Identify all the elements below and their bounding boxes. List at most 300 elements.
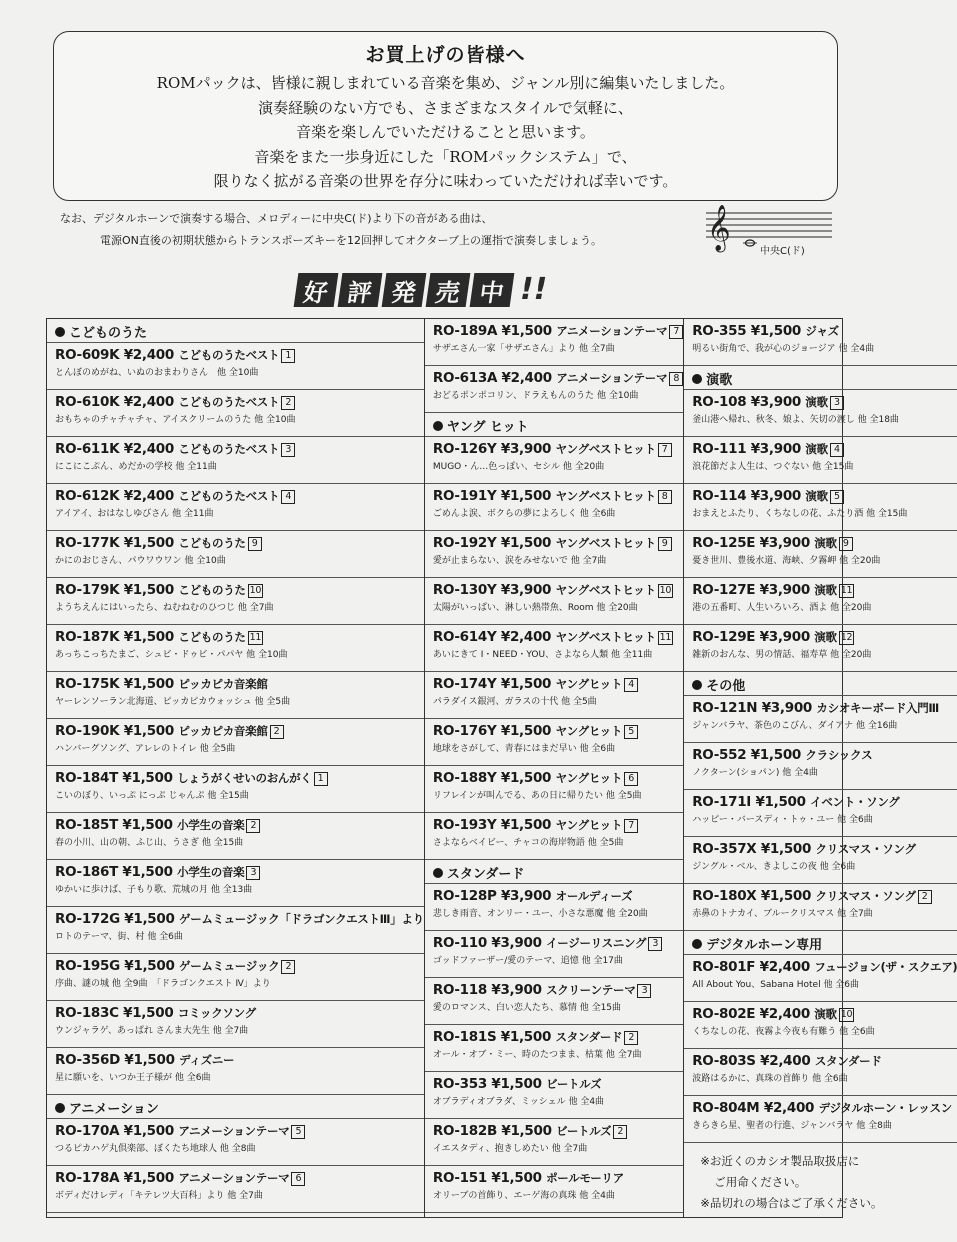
- category-label: スタンダード: [446, 867, 525, 882]
- category-label: アニメーション: [69, 1102, 159, 1117]
- item-title: [55, 1122, 424, 1141]
- volume-badge: 5: [624, 725, 638, 739]
- item-code: RO-129E: [692, 629, 756, 645]
- catalog-item: [425, 531, 683, 578]
- item-title: [692, 1005, 957, 1024]
- item-code: RO-151: [432, 1170, 487, 1186]
- item-title: [55, 346, 424, 365]
- item-name: イージーリスニング: [546, 936, 647, 950]
- item-title: [692, 628, 957, 647]
- item-songs: さよならベイビー、チャコの海岸物語 他 全5曲: [432, 838, 624, 848]
- item-code: RO-130Y: [432, 582, 497, 598]
- volume-badge: 8: [658, 490, 672, 504]
- item-title: [433, 581, 683, 600]
- category-header: [684, 931, 957, 955]
- item-code: RO-357X: [692, 841, 757, 857]
- catalog-item: [425, 625, 683, 672]
- middle-c-label: 中央C(ド): [760, 246, 805, 257]
- item-price: ¥1,500: [750, 747, 802, 763]
- catalog-item: [47, 1119, 424, 1166]
- bullet-icon: [433, 421, 443, 431]
- category-label: ヤング ヒット: [446, 420, 529, 435]
- item-code: RO-188Y: [432, 770, 497, 786]
- catalog-item: [47, 672, 424, 719]
- catalog-item: [47, 860, 424, 907]
- item-songs: 雑新のおんな、男の情話、福寿草 他 全20曲: [692, 650, 872, 660]
- banner-char: 中: [470, 273, 515, 307]
- item-code: RO-170A: [55, 1123, 120, 1139]
- volume-badge: 7: [658, 443, 672, 457]
- item-price: ¥1,500: [760, 841, 812, 857]
- item-code: RO-609K: [55, 347, 120, 363]
- volume-badge: 4: [281, 490, 295, 504]
- item-songs: ジャンバラヤ、茶色のこびん、ダイアナ 他 全16曲: [692, 721, 898, 731]
- note-line: なお、デジタルホーンで演奏する場合、メロディーに中央C(ド)より下の音がある曲は、: [60, 212, 493, 225]
- item-songs: おどるポンポコリン、ドラえもんのうた 他 全10曲: [432, 391, 639, 401]
- catalog-item: [684, 696, 957, 743]
- item-title: [692, 793, 957, 812]
- item-title: [55, 1004, 424, 1023]
- item-songs: 憂き世川、豊後水道、海峡、夕霧岬 他 全20曲: [692, 556, 881, 566]
- item-songs: ボディだけレディ「キテレツ大百科」より 他 全7曲: [55, 1191, 263, 1201]
- item-songs: イエスタディ、抱きしめたい 他 全7曲: [432, 1144, 588, 1154]
- catalog-item: [425, 366, 683, 413]
- item-code: RO-192Y: [432, 535, 497, 551]
- catalog-grid: [46, 318, 957, 1218]
- item-price: ¥1,500: [123, 582, 174, 598]
- item-songs: つるピカハゲ丸倶楽部、ぼくたち地球人 他 全8曲: [55, 1144, 256, 1154]
- item-price: ¥3,900: [750, 441, 802, 457]
- item-name: 演歌: [805, 395, 828, 409]
- intro-line: ROMパックは、皆様に親しまれている音楽を集め、ジャンル別に編集いたしました。: [156, 74, 735, 92]
- item-code: RO-611K: [55, 441, 120, 457]
- item-songs: All About You、Sabana Hotel 他 全6曲: [692, 980, 860, 990]
- item-price: ¥1,500: [491, 1170, 542, 1186]
- catalog-item: [425, 1166, 683, 1213]
- volume-badge: 2: [281, 960, 295, 974]
- item-price: ¥1,500: [123, 1170, 174, 1186]
- item-name: ピッカピカ音楽館: [178, 724, 268, 738]
- item-songs: おまえとふたり、くちなしの花、ふたり酒 他 全15曲: [692, 509, 908, 519]
- item-title: [433, 322, 683, 341]
- catalog-column: [684, 319, 957, 1217]
- item-songs: ゆかいに歩けば、子もり歌、荒城の月 他 全13曲: [55, 885, 253, 895]
- item-code: RO-110: [432, 935, 487, 951]
- item-code: RO-121N: [692, 700, 758, 716]
- item-price: ¥1,500: [122, 817, 173, 833]
- catalog-item: [684, 319, 957, 366]
- volume-badge: 11: [840, 585, 853, 596]
- item-songs: 春の小川、山の朝、ふじ山、うさぎ 他 全15曲: [55, 838, 244, 848]
- bullet-icon: [692, 374, 702, 384]
- catalog-item: [684, 743, 957, 790]
- item-title: [55, 816, 424, 835]
- item-price: ¥2,400: [123, 394, 174, 410]
- item-title: [55, 1051, 424, 1070]
- catalog-item: [684, 884, 957, 931]
- category-label: 演歌: [706, 373, 733, 388]
- item-title: [692, 840, 957, 859]
- category-label: デジタルホーン専用: [706, 938, 823, 953]
- item-name: スタンダード: [814, 1054, 882, 1068]
- item-price: ¥2,400: [123, 347, 174, 363]
- volume-badge: 8: [669, 372, 683, 386]
- banner-char: 発: [382, 273, 427, 307]
- catalog-item: [684, 390, 957, 437]
- catalog-item: [47, 531, 424, 578]
- intro-line: 音楽をまた一歩身近にした「ROMパックシステム」で、: [254, 147, 637, 166]
- item-songs: ノクターン(ショパン) 他 全4曲: [692, 768, 818, 778]
- item-code: RO-127E: [692, 582, 756, 598]
- item-songs: 波路はるかに、真珠の首飾り 他 全6曲: [692, 1074, 848, 1084]
- item-title: [433, 722, 683, 741]
- item-code: RO-614Y: [432, 629, 497, 645]
- category-label: その他: [706, 679, 746, 694]
- item-name: クリスマス・ソング: [815, 889, 916, 903]
- item-title: [433, 887, 683, 906]
- volume-badge: 11: [659, 632, 672, 643]
- catalog-item: [425, 1025, 683, 1072]
- item-price: ¥3,900: [500, 888, 552, 904]
- item-price: ¥1,500: [500, 488, 552, 504]
- item-songs: 地球をさがして、青春にはまだ早い 他 全6曲: [432, 744, 616, 754]
- item-songs: 星に願いを、いつか王子様が 他 全6曲: [55, 1073, 211, 1083]
- item-songs: あいにきて I・NEED・YOU、さよなら人類 他 全11曲: [432, 650, 653, 660]
- item-songs: ハンバーグソング、アレレのトイレ 他 全5曲: [55, 744, 236, 754]
- item-price: ¥1,500: [500, 817, 552, 833]
- note-line: 電源ON直後の初期状態からトランスポーズキーを12回押してオクターブ上の運指で演奏しましょう。: [100, 234, 603, 247]
- catalog-item: [684, 790, 957, 837]
- volume-badge: 7: [624, 819, 638, 833]
- item-code: RO-175K: [55, 676, 120, 692]
- item-price: ¥1,500: [123, 1123, 174, 1139]
- item-code: RO-179K: [55, 582, 120, 598]
- catalog-item: [47, 907, 424, 954]
- item-title: [433, 487, 683, 506]
- item-title: [433, 628, 683, 647]
- item-price: ¥1,500: [501, 1123, 552, 1139]
- volume-badge: 3: [246, 866, 260, 880]
- item-price: ¥1,500: [124, 958, 175, 974]
- item-title: [433, 440, 683, 459]
- svg-text:𝄞: 𝄞: [707, 205, 731, 251]
- catalog-item: [684, 625, 957, 672]
- catalog-item: [425, 766, 683, 813]
- item-code: RO-552: [692, 747, 747, 763]
- item-title: [433, 769, 683, 788]
- item-name: クラシックス: [805, 748, 873, 762]
- item-name: ゲームミュージック: [179, 959, 280, 973]
- catalog-item: [47, 1048, 424, 1095]
- category-header: [425, 413, 683, 437]
- catalog-item: [425, 319, 683, 366]
- item-name: アニメーションテーマ: [178, 1171, 290, 1185]
- catalog-item: [47, 719, 424, 766]
- item-name: 小学生の音楽: [177, 865, 245, 879]
- volume-badge: 1: [314, 772, 328, 786]
- item-name: 演歌: [814, 630, 837, 644]
- item-code: RO-174Y: [432, 676, 497, 692]
- bullet-icon: [55, 327, 65, 337]
- item-title: [55, 440, 424, 459]
- item-name: 演歌: [805, 442, 828, 456]
- item-name: しょうがくせいのおんがく: [177, 771, 312, 785]
- item-code: RO-804M: [692, 1100, 760, 1116]
- catalog-item: [47, 484, 424, 531]
- item-songs: こいのぼり、いっぷ にっぷ じゃんぷ 他 全15曲: [55, 791, 249, 801]
- bullet-icon: [55, 1103, 65, 1113]
- item-name: カシオキーボード入門Ⅲ: [816, 701, 939, 715]
- item-price: ¥1,500: [500, 535, 552, 551]
- catalog-item: [684, 1002, 957, 1049]
- item-price: ¥1,500: [501, 323, 552, 339]
- volume-badge: 5: [830, 490, 844, 504]
- intro-line: 限りなく拡がる音楽の世界を存分に味わっていただければ幸いです。: [213, 172, 678, 190]
- catalog-item: [684, 531, 957, 578]
- catalog-column: [47, 319, 425, 1217]
- item-price: ¥1,500: [123, 629, 174, 645]
- item-songs: ジングル・ベル、きよしこの夜 他 全6曲: [692, 862, 856, 872]
- volume-badge: 2: [246, 819, 260, 833]
- item-title: [55, 581, 424, 600]
- category-label: こどものうた: [69, 326, 148, 341]
- item-songs: オリーブの首飾り、エーゲ海の真珠 他 全4曲: [432, 1191, 615, 1201]
- item-code: RO-187K: [55, 629, 120, 645]
- item-title: [692, 487, 957, 506]
- item-code: RO-803S: [692, 1053, 756, 1069]
- volume-badge: 2: [270, 725, 284, 739]
- catalog-item: [47, 954, 424, 1001]
- catalog-item: [425, 578, 683, 625]
- item-name: スタンダード: [555, 1030, 623, 1044]
- item-price: ¥3,900: [750, 394, 802, 410]
- catalog-item: [425, 813, 683, 860]
- item-title: [692, 322, 957, 341]
- item-songs: かにのおじさん、パウワウワン 他 全10曲: [55, 556, 226, 566]
- catalog-item: [425, 484, 683, 531]
- item-name: 小学生の音楽: [177, 818, 245, 832]
- item-code: RO-125E: [692, 535, 756, 551]
- item-name: 演歌: [814, 1007, 837, 1021]
- item-name: ヤングベストヒット: [555, 489, 656, 503]
- item-songs: ようちえんにはいったら、ねむねむのひつじ 他 全7曲: [55, 603, 274, 613]
- catalog-item: [684, 1049, 957, 1096]
- item-title: [433, 934, 683, 953]
- item-title: [433, 369, 683, 388]
- item-name: コミックソング: [177, 1006, 256, 1020]
- item-title: [433, 981, 683, 1000]
- item-price: ¥1,500: [760, 888, 812, 904]
- catalog-item: [684, 437, 957, 484]
- item-songs: 明るい街角で、我が心のジョージア 他 全4曲: [692, 344, 875, 354]
- item-name: ヤングヒット: [555, 771, 623, 785]
- item-name: こどものうた: [178, 583, 246, 597]
- catalog-item: [425, 978, 683, 1025]
- item-code: RO-183C: [55, 1005, 119, 1021]
- catalog-item: [425, 437, 683, 484]
- item-title: [55, 534, 424, 553]
- item-title: [55, 957, 424, 976]
- catalog-item: [684, 837, 957, 884]
- item-code: RO-353: [432, 1076, 487, 1092]
- item-songs: 太陽がいっぱい、淋しい熱帯魚、Room 他 全20曲: [432, 603, 638, 613]
- item-title: [692, 746, 957, 765]
- item-price: ¥1,500: [123, 676, 174, 692]
- item-code: RO-184T: [55, 770, 119, 786]
- item-name: ヤングヒット: [555, 724, 623, 738]
- volume-badge: 9: [658, 537, 672, 551]
- item-title: [433, 534, 683, 553]
- item-code: RO-185T: [55, 817, 119, 833]
- intro-line: 音楽を楽しんでいただけることと思います。: [296, 123, 595, 141]
- item-price: ¥1,500: [500, 770, 552, 786]
- item-price: ¥3,900: [759, 629, 810, 645]
- catalog-item: [684, 484, 957, 531]
- item-code: RO-114: [692, 488, 747, 504]
- item-price: ¥2,400: [760, 1053, 811, 1069]
- catalog-item: [47, 390, 424, 437]
- on-sale-banner: [296, 273, 547, 307]
- item-songs: 愛のロマンス、白い恋人たち、慕情 他 全15曲: [432, 1003, 622, 1013]
- item-name: ビートルズ: [546, 1077, 602, 1091]
- catalog-column: [425, 319, 684, 1217]
- item-name: ピッカピカ音楽館: [178, 677, 268, 691]
- item-name: イベント・ソング: [810, 795, 900, 809]
- volume-badge: 9: [839, 537, 853, 551]
- volume-badge: 12: [840, 632, 853, 643]
- item-name: ヤングベストヒット: [555, 630, 656, 644]
- item-price: ¥3,900: [759, 535, 810, 551]
- item-title: [433, 1169, 683, 1188]
- banner-exclaim: !!: [520, 272, 548, 307]
- item-title: [433, 816, 683, 835]
- item-code: RO-177K: [55, 535, 120, 551]
- item-code: RO-190K: [55, 723, 120, 739]
- volume-badge: 2: [624, 1031, 638, 1045]
- item-songs: オール・オブ・ミー、時のたつまま、枯葉 他 全7曲: [432, 1050, 642, 1060]
- item-price: ¥3,900: [491, 935, 542, 951]
- item-code: RO-171I: [692, 794, 752, 810]
- catalog-item: [684, 578, 957, 625]
- item-name: ジャズ: [805, 324, 839, 338]
- item-price: ¥3,900: [500, 441, 552, 457]
- item-songs: ゴッドファーザー/愛のテーマ、追憶 他 全17曲: [432, 956, 623, 966]
- item-code: RO-178A: [55, 1170, 120, 1186]
- item-name: アニメーションテーマ: [556, 371, 668, 385]
- item-code: RO-610K: [55, 394, 120, 410]
- item-code: RO-126Y: [432, 441, 497, 457]
- item-name: こどものうたベスト: [178, 442, 280, 456]
- item-code: RO-191Y: [432, 488, 497, 504]
- item-songs: 愛が止まらない、涙をみせないで 他 全7曲: [432, 556, 607, 566]
- item-title: [692, 887, 957, 906]
- item-name: オールディーズ: [555, 889, 633, 903]
- catalog-item: [425, 1072, 683, 1119]
- volume-badge: 5: [291, 1125, 305, 1139]
- volume-badge: 10: [659, 585, 672, 596]
- volume-badge: 1: [281, 349, 295, 363]
- volume-badge: 10: [840, 1009, 853, 1020]
- volume-badge: 3: [648, 937, 662, 951]
- intro-title: お買上げの皆様へ: [365, 44, 526, 66]
- intro-box: [53, 31, 838, 201]
- item-code: RO-356D: [55, 1052, 121, 1068]
- item-code: RO-128P: [432, 888, 497, 904]
- item-code: RO-355: [692, 323, 747, 339]
- volume-badge: 3: [281, 443, 295, 457]
- item-songs: MUGO・ん…色っぽい、セシル 他 全20曲: [432, 462, 605, 472]
- item-code: RO-193Y: [432, 817, 497, 833]
- item-songs: きらきら星、聖者の行進、ジャンバラヤ 他 全8曲: [692, 1121, 892, 1131]
- item-title: [433, 1122, 683, 1141]
- item-name: こどものうた: [178, 536, 246, 550]
- item-songs: ハッピー・バースディ・トゥ・ユー 他 全6曲: [692, 815, 873, 825]
- item-title: [55, 769, 424, 788]
- item-price: ¥1,500: [750, 323, 802, 339]
- item-price: ¥3,900: [500, 582, 552, 598]
- item-title: [55, 722, 424, 741]
- item-name: アニメーションテーマ: [178, 1124, 290, 1138]
- item-songs: パラダイス銀河、ガラスの十代 他 全5曲: [432, 697, 597, 707]
- item-songs: オブラディオブラダ、ミッシェル 他 全4曲: [432, 1097, 605, 1107]
- item-songs: くちなしの花、夜霧よ今夜も有難う 他 全6曲: [692, 1027, 875, 1037]
- catalog-item: [47, 343, 424, 390]
- item-price: ¥2,400: [759, 959, 810, 975]
- item-price: ¥2,400: [500, 629, 552, 645]
- item-code: RO-111: [692, 441, 747, 457]
- footer-line: ※お近くのカシオ製品取扱店に: [700, 1154, 860, 1168]
- catalog-item: [425, 719, 683, 766]
- item-code: RO-176Y: [432, 723, 497, 739]
- item-title: [692, 1099, 957, 1118]
- catalog-item: [47, 437, 424, 484]
- volume-badge: 2: [918, 890, 932, 904]
- item-songs: ロトのテーマ、街、村 他 全6曲: [55, 932, 183, 942]
- item-songs: 浪花節だよ人生は、つぐない 他 全15曲: [692, 462, 854, 472]
- category-header: [684, 672, 957, 696]
- item-price: ¥2,400: [123, 488, 174, 504]
- item-name: こどものうたベスト: [178, 348, 280, 362]
- item-price: ¥3,900: [761, 700, 813, 716]
- volume-badge: 4: [624, 678, 638, 692]
- catalog-item: [684, 955, 957, 1002]
- catalog-item: [47, 813, 424, 860]
- volume-badge: 6: [291, 1172, 305, 1186]
- item-name: ヤングベストヒット: [555, 583, 656, 597]
- volume-badge: 7: [669, 325, 683, 339]
- item-price: ¥1,500: [755, 794, 806, 810]
- catalog-item: [425, 884, 683, 931]
- item-songs: 悲しき雨音、オンリー・ユー、小さな悪魔 他 全20曲: [432, 909, 648, 919]
- item-title: [692, 440, 957, 459]
- banner-char: 好: [294, 273, 339, 307]
- item-code: RO-180X: [692, 888, 757, 904]
- item-code: RO-613A: [432, 370, 498, 386]
- catalog-item: [47, 578, 424, 625]
- bullet-icon: [692, 939, 702, 949]
- item-title: [692, 699, 957, 718]
- item-title: [692, 958, 957, 977]
- item-price: ¥1,500: [123, 723, 174, 739]
- footer-note: [684, 1143, 957, 1214]
- catalog-item: [47, 766, 424, 813]
- catalog-item: [47, 625, 424, 672]
- catalog-item: [425, 931, 683, 978]
- item-songs: あっちこっちたまご、シュビ・ドゥビ・パパヤ 他 全10曲: [55, 650, 288, 660]
- volume-badge: 11: [249, 632, 262, 643]
- bullet-icon: [692, 680, 702, 690]
- item-price: ¥1,500: [122, 770, 173, 786]
